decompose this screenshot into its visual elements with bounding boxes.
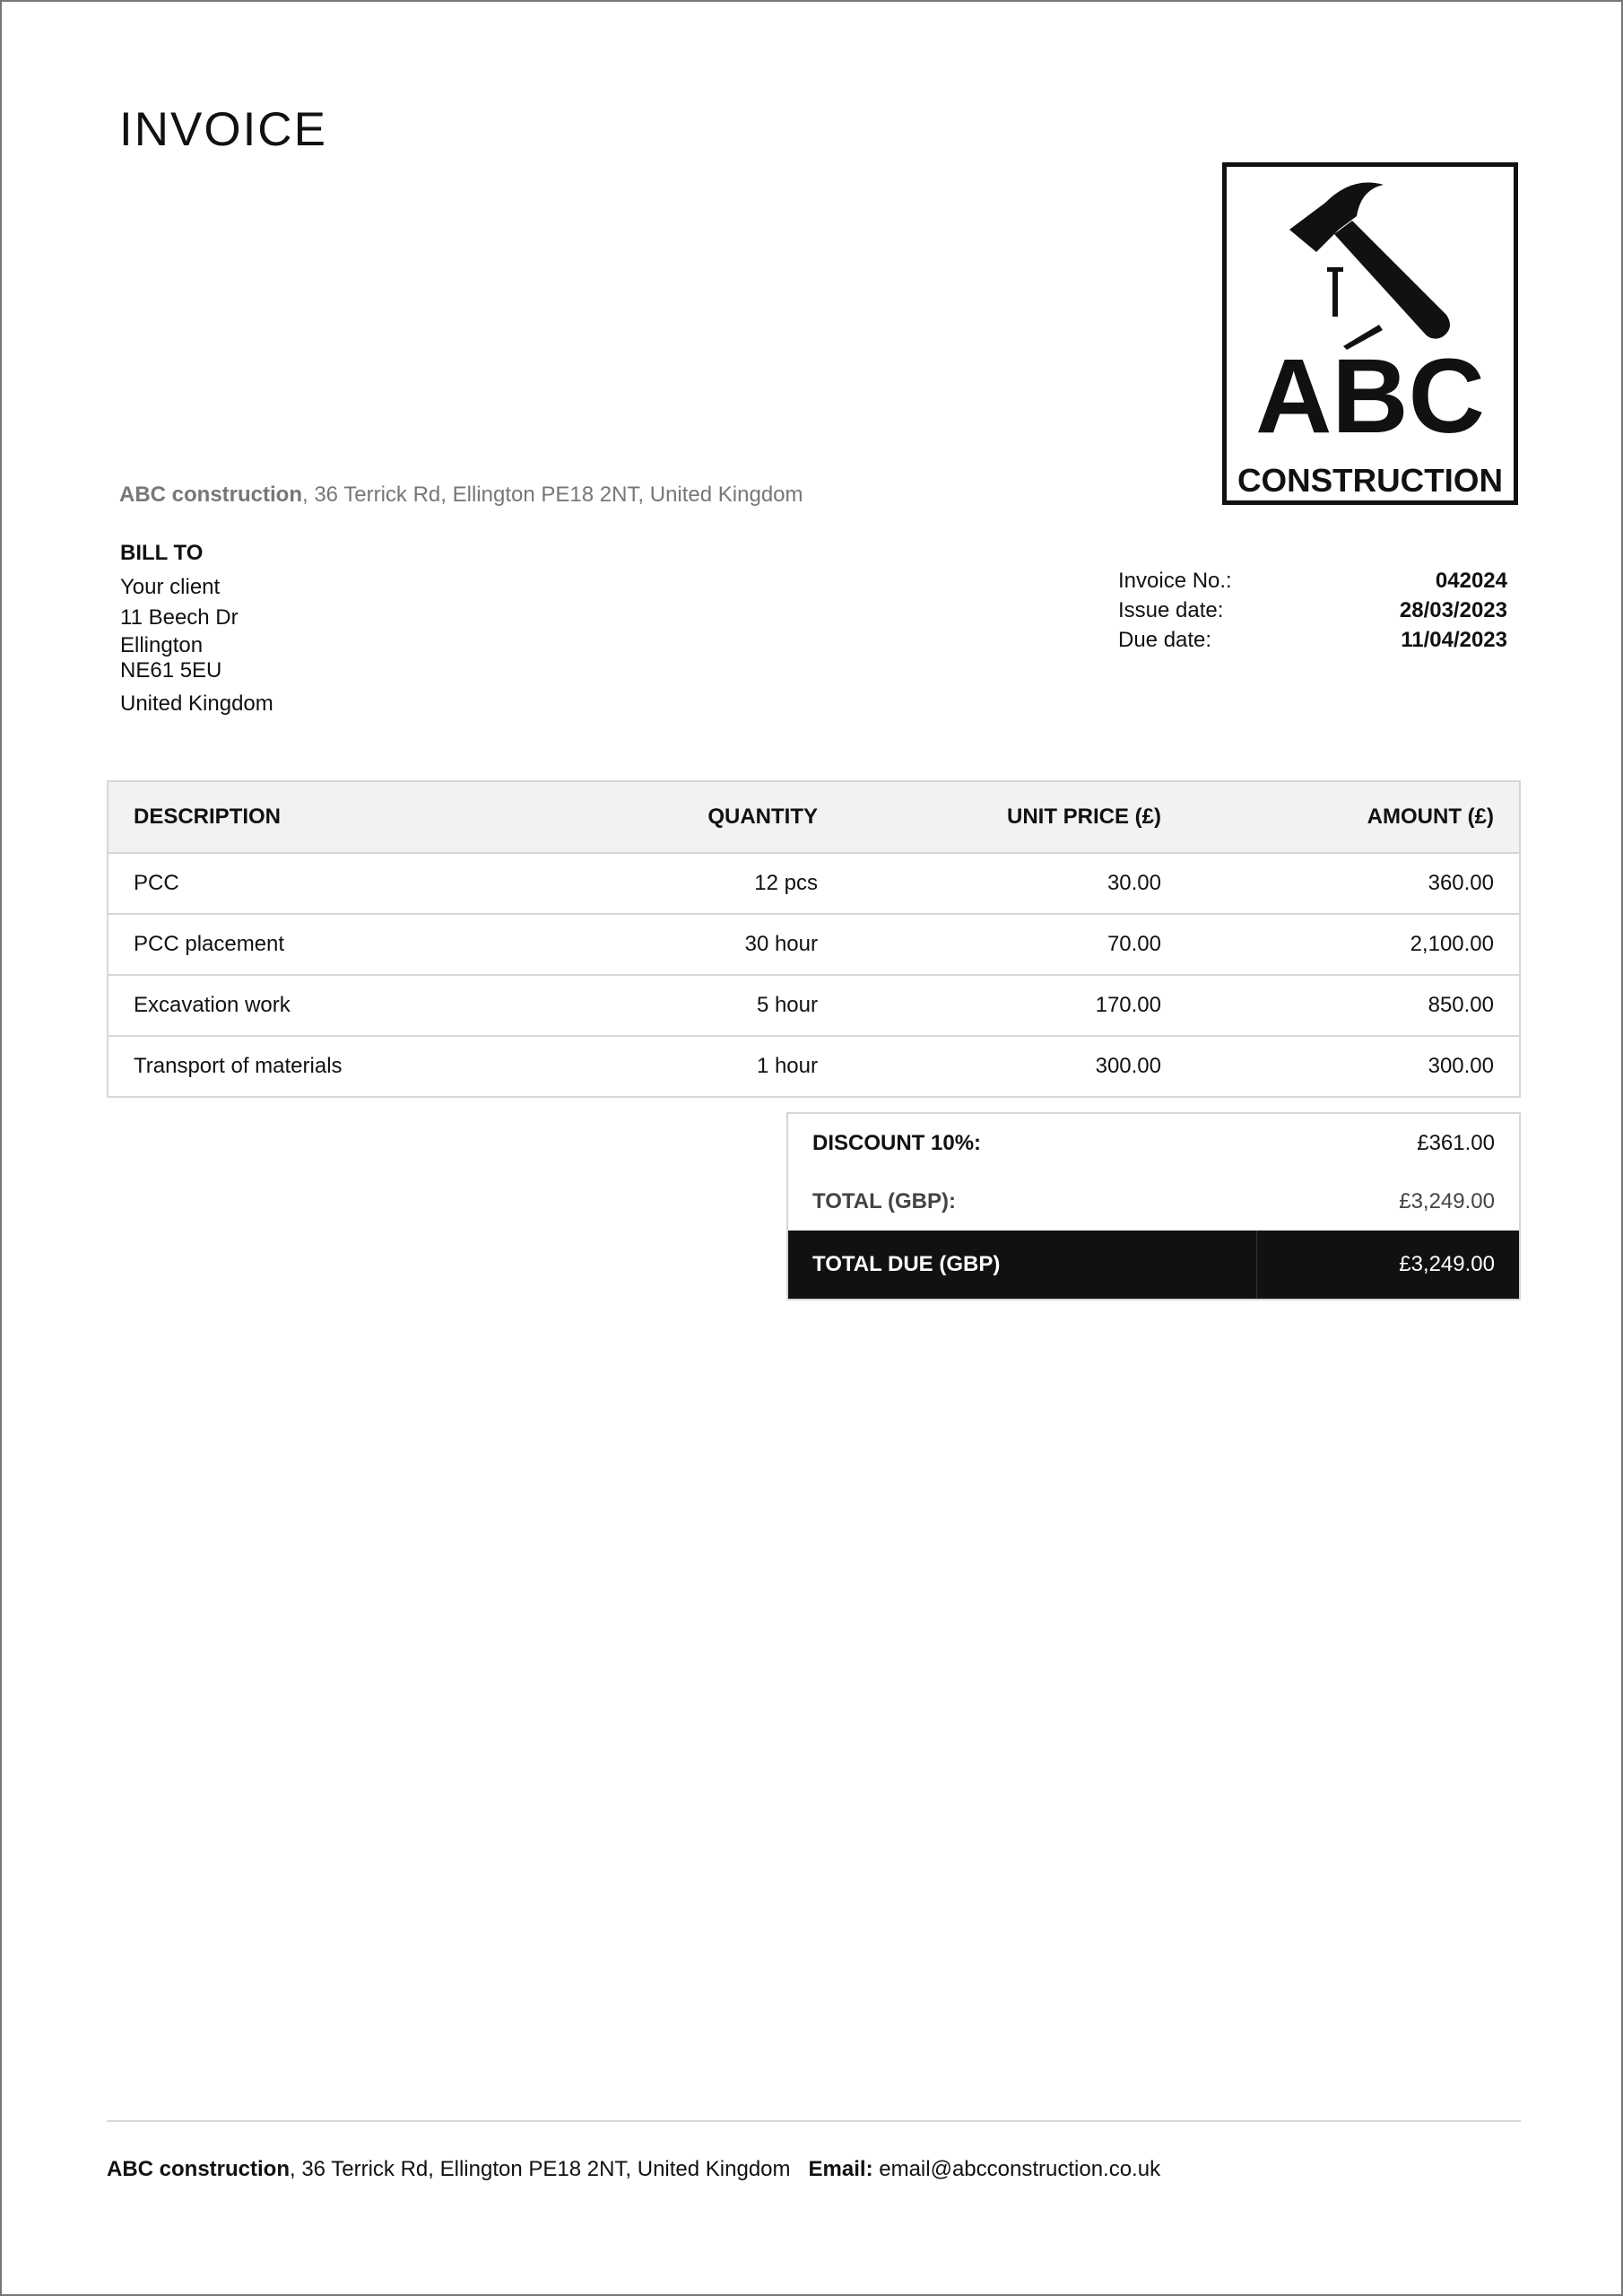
footer-email-label: Email:: [808, 2157, 873, 2181]
sender-address: [119, 483, 803, 508]
footer-email: email@abcconstruction.co.uk: [879, 2157, 1161, 2181]
discount-row: [788, 1114, 1519, 1172]
totals-box: [786, 1112, 1521, 1300]
cell-description: Transport of materials: [108, 1036, 610, 1097]
discount-value: £361.00: [1417, 1130, 1495, 1155]
cell-amount: 850.00: [1186, 975, 1520, 1036]
hammer-icon: [1227, 167, 1514, 500]
meta-label: Issue date:: [1118, 598, 1224, 622]
client-name: Your client: [120, 575, 221, 599]
cell-quantity: 1 hour: [610, 1036, 843, 1097]
invoice-number-row: [1118, 569, 1507, 598]
table-row: [108, 975, 1520, 1036]
sender-street: , 36 Terrick Rd, Ellington PE18 2NT, United Kingdom: [302, 483, 803, 507]
header-quantity: QUANTITY: [610, 781, 843, 853]
footer-address: , 36 Terrick Rd, Ellington PE18 2NT, United Kingdom: [290, 2157, 791, 2181]
logo-sub-text: CONSTRUCTION: [1237, 462, 1503, 499]
meta-value: 28/03/2023: [1399, 598, 1507, 622]
cell-unit-price: 170.00: [843, 975, 1186, 1036]
header-amount: AMOUNT (£): [1186, 781, 1520, 853]
cell-unit-price: 70.00: [843, 914, 1186, 975]
bill-to: [120, 538, 273, 719]
logo-main-text: ABC: [1255, 337, 1485, 456]
cell-description: PCC: [108, 853, 610, 914]
client-street: 11 Beech Dr: [120, 605, 239, 630]
cell-amount: 300.00: [1186, 1036, 1520, 1097]
total-label: TOTAL (GBP):: [812, 1188, 956, 1213]
table-row: [108, 1036, 1520, 1097]
invoice-meta: [1118, 569, 1507, 657]
meta-value: 11/04/2023: [1401, 628, 1507, 652]
header-description: DESCRIPTION: [108, 781, 610, 853]
cell-quantity: 30 hour: [610, 914, 843, 975]
total-due-value: £3,249.00: [1399, 1252, 1495, 1276]
discount-label: DISCOUNT 10%:: [812, 1130, 982, 1155]
cell-amount: 360.00: [1186, 853, 1520, 914]
client-city: Ellington: [120, 633, 204, 657]
cell-description: Excavation work: [108, 975, 610, 1036]
due-date-row: [1118, 628, 1507, 657]
invoice-title: INVOICE: [119, 103, 327, 156]
table-row: [108, 914, 1520, 975]
header-unit-price: UNIT PRICE (£): [843, 781, 1186, 853]
total-row: [788, 1172, 1519, 1231]
bill-to-heading: BILL TO: [120, 541, 204, 565]
client-country: United Kingdom: [120, 691, 273, 716]
total-due-row: [788, 1231, 1519, 1299]
meta-label: Due date:: [1118, 628, 1212, 652]
cell-description: PCC placement: [108, 914, 610, 975]
cell-unit-price: 300.00: [843, 1036, 1186, 1097]
table-header: [108, 781, 1520, 853]
meta-label: Invoice No.:: [1118, 569, 1232, 593]
cell-amount: 2,100.00: [1186, 914, 1520, 975]
footer-company: ABC construction: [107, 2157, 290, 2181]
line-items-table: [107, 780, 1521, 1098]
sender-name: ABC construction: [119, 483, 302, 507]
client-postcode: NE61 5EU: [120, 658, 222, 683]
company-logo: [1222, 162, 1518, 505]
cell-quantity: 5 hour: [610, 975, 843, 1036]
total-value: £3,249.00: [1399, 1188, 1495, 1213]
cell-unit-price: 30.00: [843, 853, 1186, 914]
total-due-label: TOTAL DUE (GBP): [788, 1231, 1257, 1299]
cell-quantity: 12 pcs: [610, 853, 843, 914]
footer: [107, 2157, 1160, 2182]
table-row: [108, 853, 1520, 914]
footer-divider: [107, 2120, 1521, 2122]
meta-value: 042024: [1435, 569, 1507, 593]
issue-date-row: [1118, 598, 1507, 628]
